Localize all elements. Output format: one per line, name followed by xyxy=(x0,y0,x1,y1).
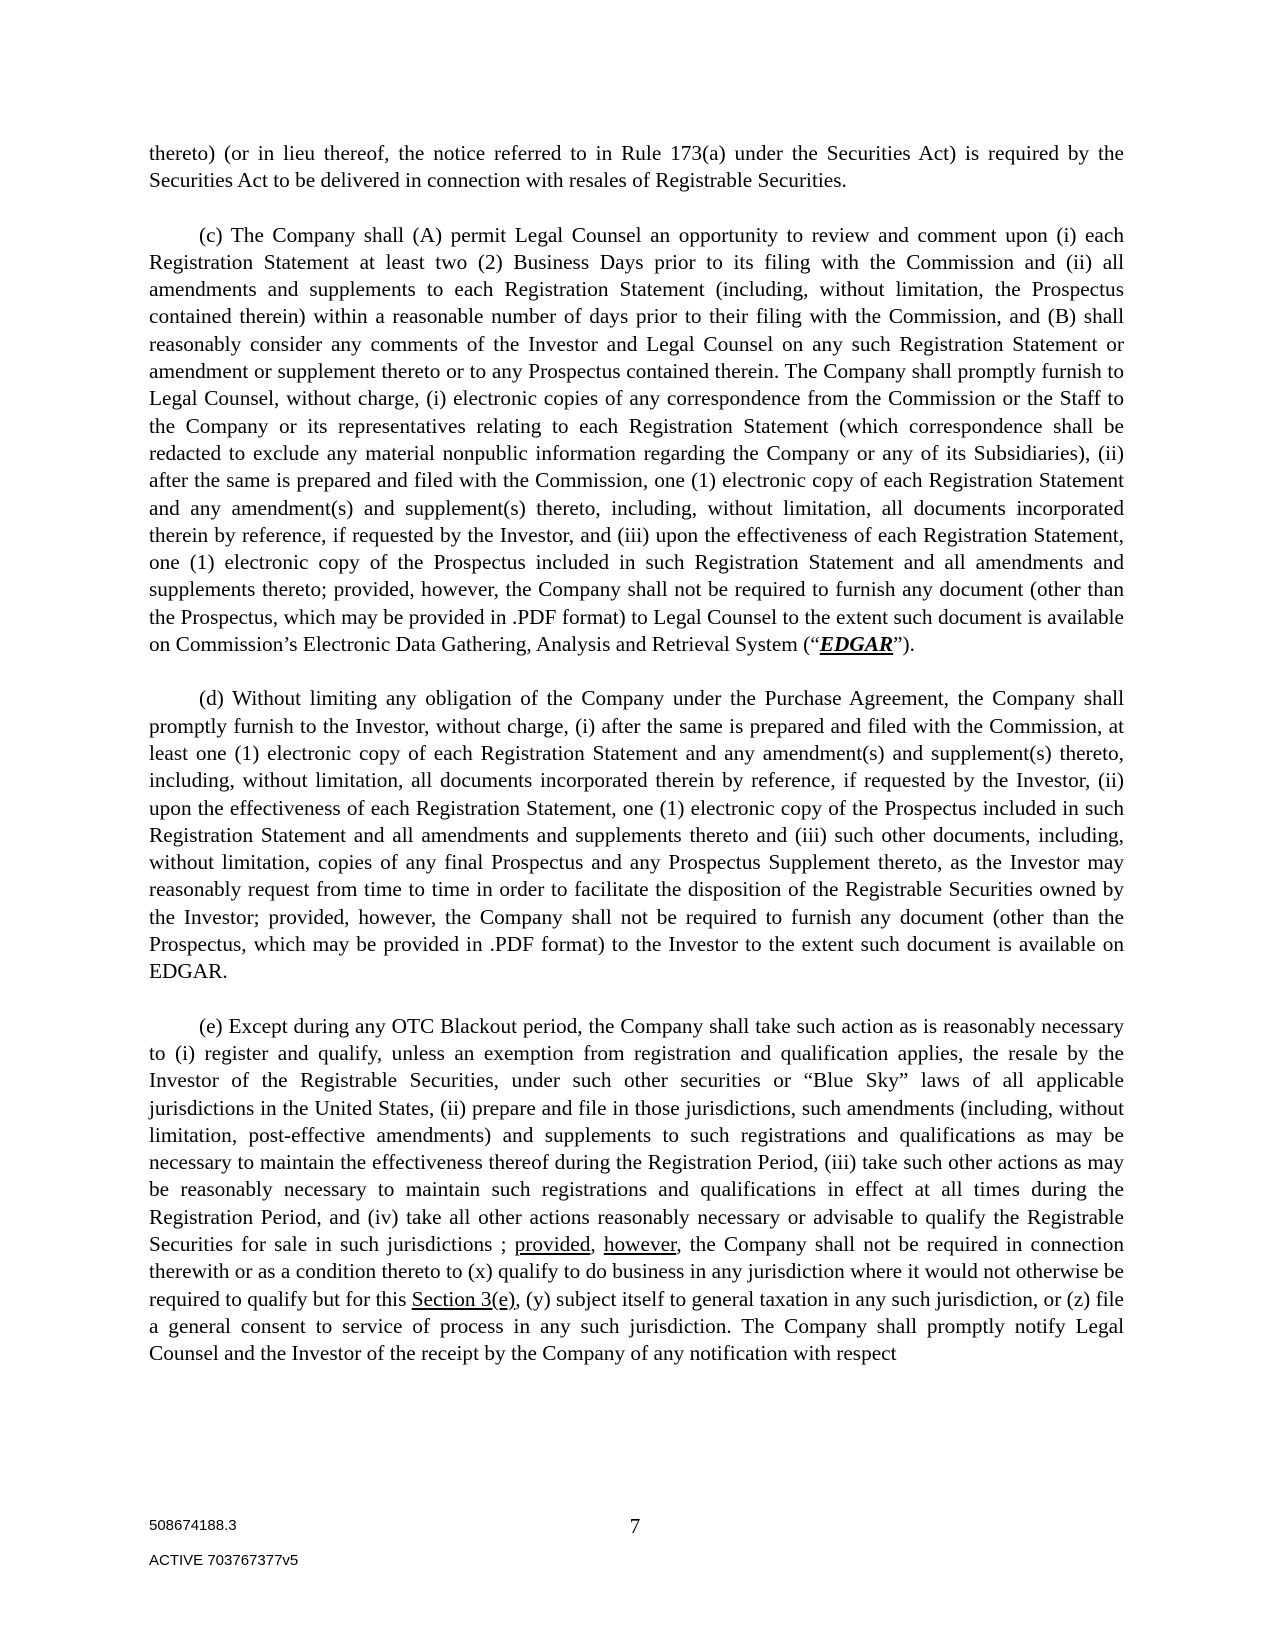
paragraph-e-text-c: , (y) subject itself to general taxation in any such jurisdiction, or (z) file a general consent to service of process in any such jurisdiction. The Company shall promptly notify Legal Counsel and the Investor of the receipt by the Company of any notification with respect xyxy=(149,1286,1124,1366)
paragraph-c-text: (c) The Company shall (A) permit Legal Counsel an opportunity to review and comment upon (i) each Registration Statement at least two (2) Business Days prior to its filing with the Commission and (ii) all amendments and supplements to each Registration Statement (including, without limitation, the Prospectus contained therein) within a reasonable number of days prior to their filing with the Commission, and (B) shall reasonably consider any comments of the Investor and Legal Counsel on any such Registration Statement or amendment or supplement thereto or to any Prospectus contained therein. The Company shall promptly furnish to Legal Counsel, without charge, (i) electronic copies of any correspondence from the Commission or the Staff to the Company or its representatives relating to each Registration Statement (which correspondence shall be redacted to exclude any material nonpublic information regarding the Company or any of its Subsidiaries), (ii) after the same is prepared and filed with the Commission, one (1) electronic copy of each Registration Statement and any amendment(s) and supplement(s) thereto, including, without limitation, all documents incorporated therein by reference, if requested by the Investor, and (iii) upon the effectiveness of each Registration Statement, one (1) electronic copy of the Prospectus included in such Registration Statement and all amendments and supplements thereto; provided, however, the Company shall not be required to furnish any document (other than the Prospectus, which may be provided in .PDF format) to Legal Counsel to the extent such document is available on Commission’s Electronic Data Gathering, Analysis and Retrieval System (“ xyxy=(149,222,1124,657)
document-page xyxy=(149,140,1124,1367)
footer-active-id: ACTIVE 703767377v5 xyxy=(149,1552,299,1569)
provided-underlined: provided xyxy=(514,1231,591,1256)
paragraph-c xyxy=(149,222,1124,659)
paragraph-continuation: thereto) (or in lieu thereof, the notice referred to in Rule 173(a) under the Securities Act) is required by the Securities Act to be delivered in connection with resales of Registrable Securities. xyxy=(149,141,1124,193)
paragraph-e-comma: , xyxy=(590,1231,604,1256)
defined-term-edgar: EDGAR xyxy=(819,632,894,657)
paragraph-e xyxy=(149,1013,1124,1368)
however-underlined: however xyxy=(603,1231,677,1256)
paragraph-e-text-a: (e) Except during any OTC Blackout period, the Company shall take such action as is reasonably necessary to (i) register and qualify, unless an exemption from registration and qualification applies, the resale by the Investor of the Registrable Securities, under such other securities or “Blue Sky” laws of all applicable jurisdictions in the United States, (ii) prepare and file in those jurisdictions, such amendments (including, without limitation, post-effective amendments) and supplements to such registrations and qualifications as may be necessary to maintain the effectiveness thereof during the Registration Period, (iii) take such other actions as may be reasonably necessary to maintain such registrations and qualifications in effect at all times during the Registration Period, and (iv) take all other actions reasonably necessary or advisable to qualify the Registrable Securities for sale in such jurisdictions ; xyxy=(149,1013,1124,1256)
paragraph-d: (d) Without limiting any obligation of the Company under the Purchase Agreement, the Company shall promptly furnish to the Investor, without charge, (i) after the same is prepared and filed with the Commission, at least one (1) electronic copy of each Registration Statement and any amendment(s) and supplement(s) thereto, including, without limitation, all documents incorporated therein by reference, if requested by the Investor, (ii) upon the effectiveness of each Registration Statement, one (1) electronic copy of the Prospectus included in such Registration Statement and all amendments and supplements thereto and (iii) such other documents, including, without limitation, copies of any final Prospectus and any Prospectus Supplement thereto, as the Investor may reasonably request from time to time in order to facilitate the disposition of the Registrable Securities owned by the Investor; provided, however, the Company shall not be required to furnish any document (other than the Prospectus, which may be provided in .PDF format) to the Investor to the extent such document is available on EDGAR. xyxy=(149,686,1124,984)
section-reference: Section 3(e) xyxy=(411,1286,516,1311)
footer-doc-id: 508674188.3 xyxy=(149,1517,237,1534)
paragraph-e-text-b: , the Company shall not be required in connection therewith or as a condition thereto to (x) qualify to do business in any jurisdiction where it would not otherwise be required to qualify but for this xyxy=(149,1231,1124,1311)
page-number: 7 xyxy=(629,1514,641,1538)
paragraph-c-tail: ”). xyxy=(893,632,915,657)
